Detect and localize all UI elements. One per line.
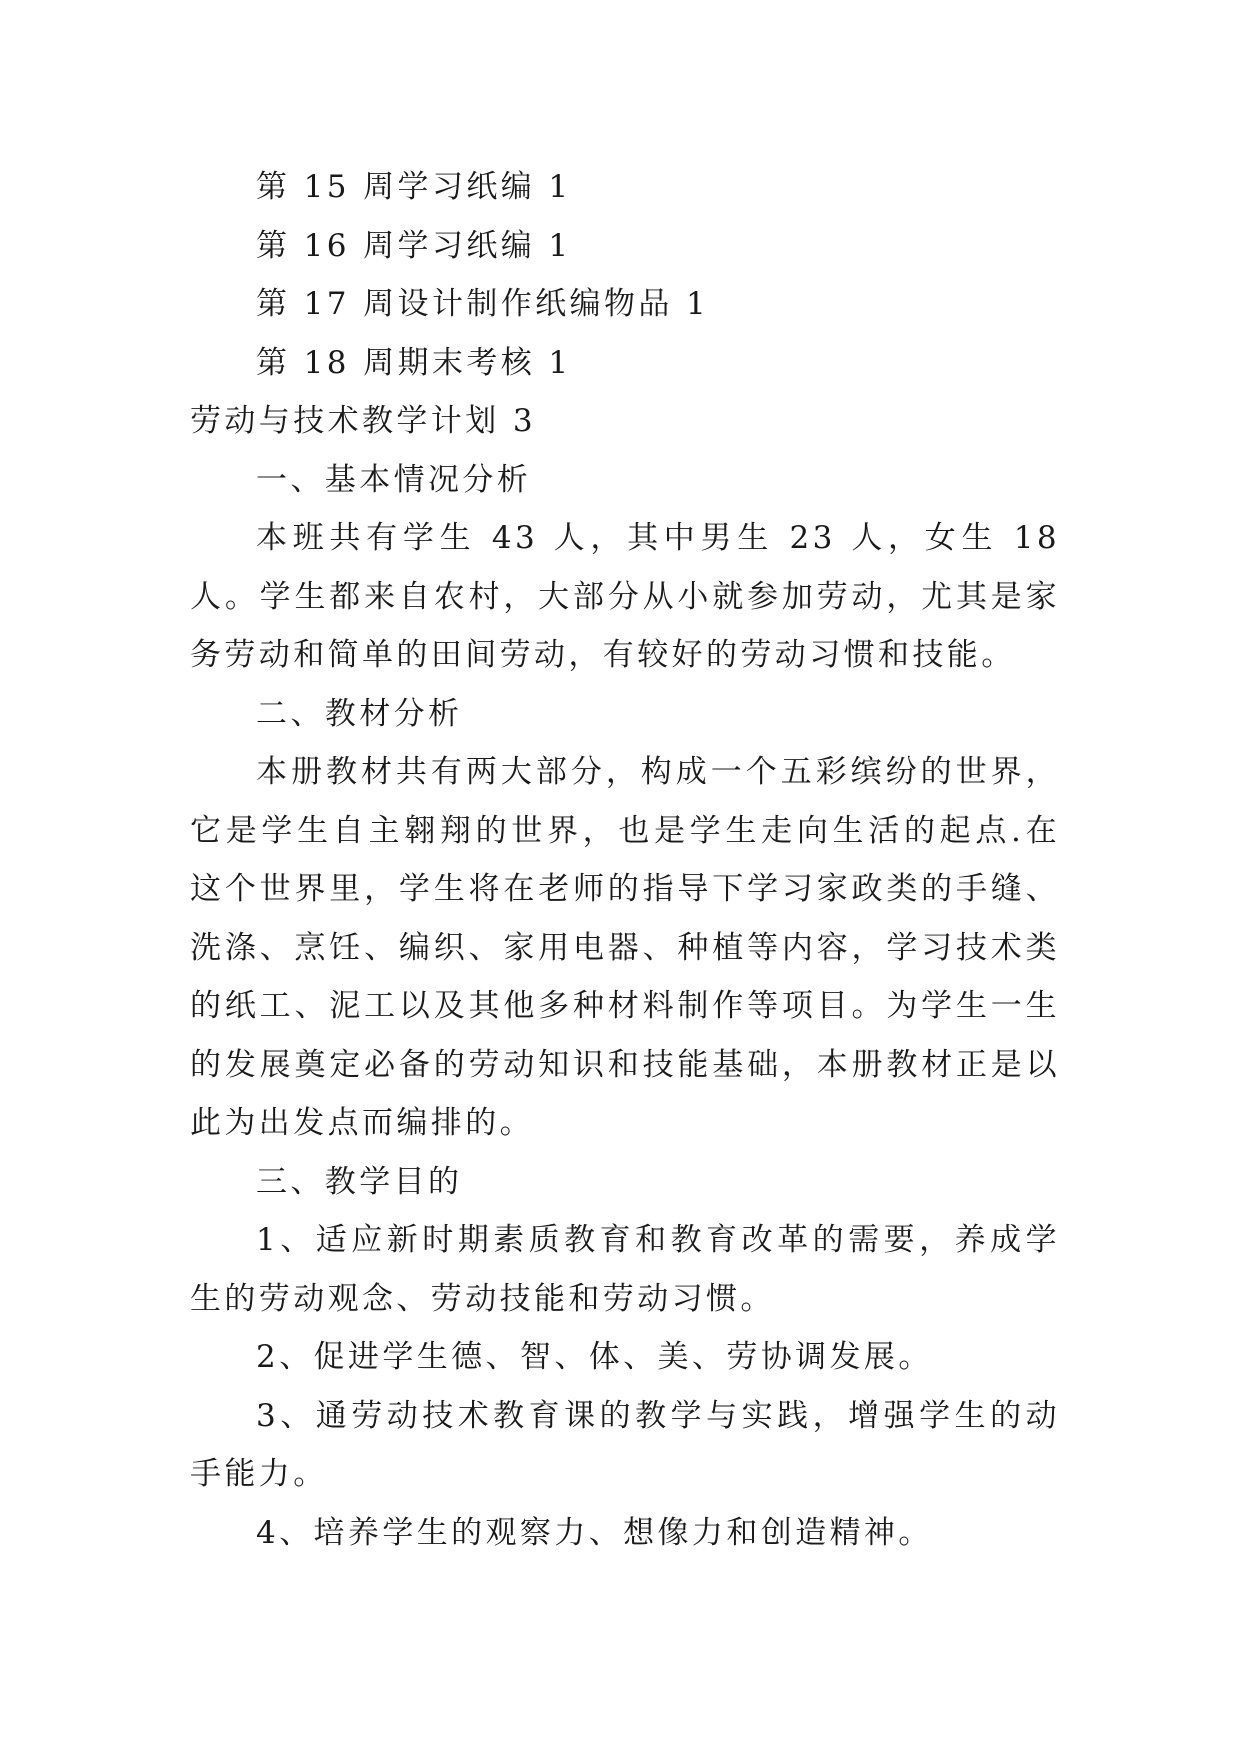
part3-item: 2、促进学生德、智、体、美、劳协调发展。	[256, 1339, 933, 1375]
schedule-line: 第 15 周学习纸编 1	[256, 169, 572, 205]
part1-body: 本班共有学生 43 人，其中男生 23 人，女生 18 人。学生都来自农村，大部分从小就参加劳动，尤其是家务劳动和简单的田间劳动，有较好的劳动习惯和技能。	[190, 520, 1060, 673]
section-title: 劳动与技术教学计划 3	[190, 403, 536, 439]
part1-heading: 一、基本情况分析	[256, 461, 532, 498]
schedule-line: 第 17 周设计制作纸编物品 1	[256, 286, 710, 322]
part3-heading: 三、教学目的	[256, 1163, 463, 1200]
part3-item: 1、适应新时期素质教育和教育改革的需要，养成学生的劳动观念、劳动技能和劳动习惯。	[190, 1222, 1060, 1317]
part3-item: 4、培养学生的观察力、想像力和创造精神。	[256, 1514, 933, 1551]
part3-item: 3、通劳动技术教育课的教学与实践，增强学生的动手能力。	[190, 1397, 1060, 1492]
schedule-line: 第 16 周学习纸编 1	[256, 227, 572, 264]
part2-heading: 二、教材分析	[256, 695, 463, 732]
document-body	[190, 158, 1060, 1562]
schedule-line: 第 18 周期末考核 1	[256, 344, 572, 381]
part2-body: 本册教材共有两大部分，构成一个五彩缤纷的世界，它是学生自主翱翔的世界，也是学生走向生活的起点.在这个世界里，学生将在老师的指导下学习家政类的手缝、洗涤、烹饪、编织、家用电器、种植等内容，学习技术类的纸工、泥工以及其他多种材料制作等项目。为学生一生的发展奠定必备的劳动知识和技能基础，本册教材正是以此为出发点而编排的。	[190, 754, 1060, 1141]
